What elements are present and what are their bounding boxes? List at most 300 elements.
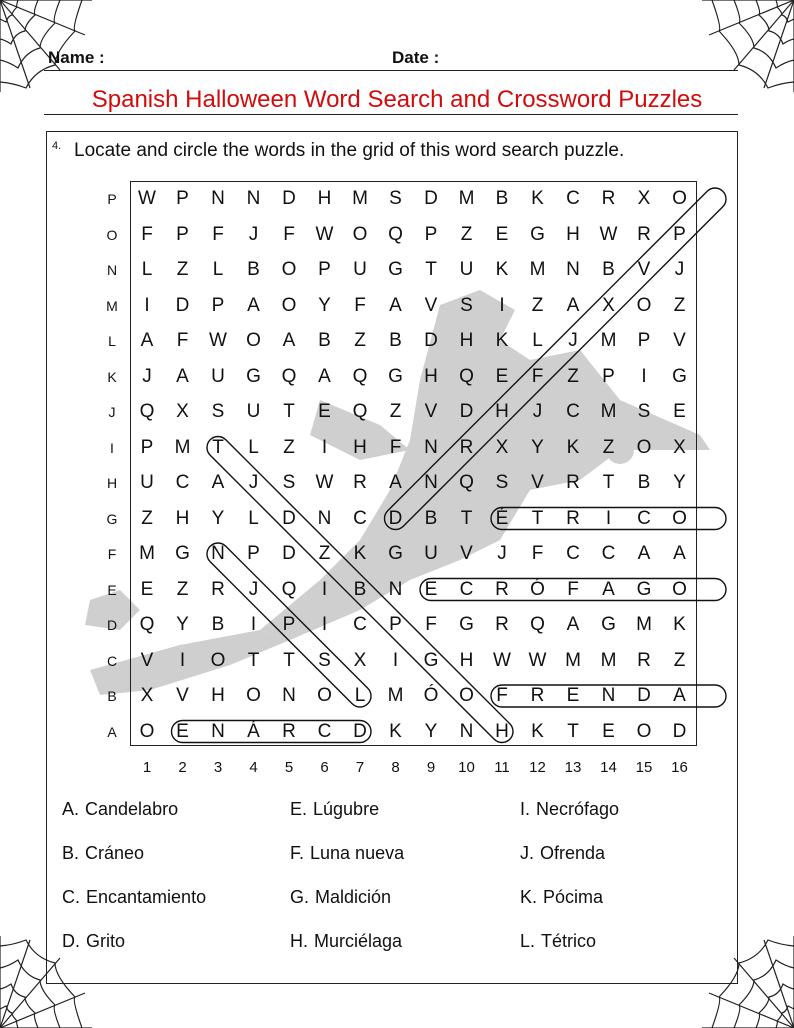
grid-letter[interactable]: Q xyxy=(281,365,297,387)
instruction-text: Locate and circle the words in the grid of this word search puzzle. xyxy=(74,140,625,161)
grid-letter[interactable]: L xyxy=(248,507,259,529)
grid-letter[interactable]: P xyxy=(247,543,260,564)
grid-letter[interactable]: I xyxy=(321,578,328,600)
grid-letter[interactable]: M xyxy=(139,543,155,564)
grid-letter[interactable]: K xyxy=(353,543,367,564)
row-label: L xyxy=(108,333,116,349)
grid-letter[interactable]: R xyxy=(495,614,509,635)
grid-letter[interactable]: Q xyxy=(139,401,155,422)
grid-letter[interactable]: Á xyxy=(247,720,260,742)
clue-letter: E. xyxy=(290,799,308,819)
grid-letter[interactable]: I xyxy=(605,507,612,529)
grid-letter[interactable]: B xyxy=(247,259,260,280)
column-label: 6 xyxy=(320,759,329,776)
grid-letter[interactable]: E xyxy=(495,365,509,387)
grid-letter[interactable]: Y xyxy=(531,436,544,458)
grid-letter[interactable]: A xyxy=(318,365,331,387)
grid-letter[interactable]: Z xyxy=(176,578,189,600)
grid-letter[interactable]: E xyxy=(176,720,189,742)
grid-letter[interactable]: N xyxy=(601,685,616,706)
grid-letter[interactable]: B xyxy=(602,259,615,280)
grid-letter[interactable]: O xyxy=(636,294,652,316)
grid-letter[interactable]: E xyxy=(318,401,331,422)
grid-letter[interactable]: H xyxy=(495,720,509,742)
grid-letter[interactable]: W xyxy=(315,223,334,245)
grid-letter[interactable]: L xyxy=(141,259,153,280)
grid-letter[interactable]: K xyxy=(531,720,544,742)
grid-letter[interactable]: C xyxy=(601,543,616,564)
grid-letter[interactable]: N xyxy=(246,188,261,209)
clue-item xyxy=(290,843,404,864)
clue-item xyxy=(520,931,596,952)
grid-letter[interactable]: N xyxy=(388,578,403,600)
column-label: 7 xyxy=(355,759,365,776)
grid-letter[interactable]: G xyxy=(601,614,616,635)
clue-word: Murciélaga xyxy=(314,931,403,951)
grid-letter[interactable]: N xyxy=(282,685,296,706)
grid-letter[interactable]: P xyxy=(211,294,225,316)
grid-letter[interactable]: G xyxy=(459,614,474,635)
grid-letter[interactable]: K xyxy=(495,259,509,280)
clue-item xyxy=(520,799,619,820)
grid-letter[interactable]: R xyxy=(459,436,474,458)
grid-letter[interactable]: M xyxy=(352,188,368,209)
grid-letter[interactable]: D xyxy=(282,188,296,209)
grid-letter[interactable]: Q xyxy=(530,614,545,635)
grid-letter[interactable]: Z xyxy=(176,259,189,280)
grid-letter[interactable]: W xyxy=(493,649,511,671)
clue-word: Candelabro xyxy=(85,799,179,819)
grid-letter[interactable]: S xyxy=(495,472,509,493)
grid-letter[interactable]: L xyxy=(354,685,366,706)
grid-letter[interactable]: F xyxy=(567,578,579,600)
grid-letter[interactable]: T xyxy=(212,436,224,458)
grid-letter[interactable]: J xyxy=(248,472,259,493)
grid-letter[interactable]: T xyxy=(602,472,615,493)
grid-letter[interactable]: E xyxy=(602,720,615,742)
grid-letter[interactable]: U xyxy=(211,365,225,387)
column-label: 2 xyxy=(178,759,187,776)
grid-letter[interactable]: A xyxy=(566,614,580,635)
grid-letter[interactable]: C xyxy=(317,720,332,742)
grid-letter[interactable]: A xyxy=(602,578,615,600)
grid-letter[interactable]: X xyxy=(602,294,615,316)
clue-word: Cráneo xyxy=(85,843,145,863)
grid-letter[interactable]: M xyxy=(600,401,617,422)
grid-letter[interactable]: C xyxy=(175,472,190,493)
grid-letter[interactable]: W xyxy=(528,649,547,671)
grid-letter[interactable]: H xyxy=(424,365,438,387)
grid-letter[interactable]: C xyxy=(353,614,367,635)
row-label: O xyxy=(106,226,118,243)
grid-letter[interactable]: F xyxy=(531,543,544,564)
row-label: F xyxy=(107,546,117,562)
grid-letter[interactable]: T xyxy=(425,259,437,280)
grid-letter[interactable]: A xyxy=(140,330,154,351)
clue-letter: H. xyxy=(290,931,308,951)
grid-letter[interactable]: U xyxy=(140,472,154,493)
grid-letter[interactable]: G xyxy=(423,649,439,671)
clue-word: Tétrico xyxy=(541,931,597,951)
grid-letter[interactable]: P xyxy=(176,188,189,209)
grid-letter[interactable]: O xyxy=(317,685,332,706)
grid-letter[interactable]: G xyxy=(672,365,687,387)
row-label: M xyxy=(106,297,118,314)
grid-letter[interactable]: R xyxy=(637,223,651,245)
grid-letter[interactable]: L xyxy=(212,259,224,280)
grid-letter[interactable]: W xyxy=(138,188,156,209)
grid-letter[interactable]: I xyxy=(392,649,399,671)
grid-letter[interactable]: G xyxy=(388,259,403,280)
grid-letter[interactable]: F xyxy=(212,223,224,245)
grid-letter[interactable]: K xyxy=(495,330,509,351)
grid-letter[interactable]: O xyxy=(352,223,368,245)
grid-letter[interactable]: G xyxy=(530,223,545,245)
grid-letter[interactable]: I xyxy=(250,614,257,635)
grid-letter[interactable]: D xyxy=(424,188,438,209)
grid-letter[interactable]: M xyxy=(387,685,404,706)
grid-letter[interactable]: E xyxy=(566,685,580,706)
grid-letter[interactable]: I xyxy=(321,436,328,458)
grid-letter[interactable]: D xyxy=(637,685,651,706)
grid-letter[interactable]: S xyxy=(637,401,651,422)
grid-letter[interactable]: I xyxy=(321,614,328,635)
grid-letter[interactable]: U xyxy=(424,543,438,564)
grid-letter[interactable]: E xyxy=(424,578,438,600)
grid-letter[interactable]: W xyxy=(315,472,334,493)
grid-letter[interactable]: A xyxy=(282,330,296,351)
column-label: 15 xyxy=(635,759,653,776)
clue-word: Luna nueva xyxy=(310,843,405,863)
grid-letter[interactable]: R xyxy=(566,507,580,529)
grid-letter[interactable]: V xyxy=(460,543,473,564)
grid-letter[interactable]: S xyxy=(460,294,473,316)
grid-letter[interactable]: A xyxy=(673,543,686,564)
grid-letter[interactable]: A xyxy=(673,685,686,706)
grid-letter[interactable]: O xyxy=(672,507,687,529)
grid-letter[interactable]: M xyxy=(636,614,652,635)
grid-letter[interactable]: Q xyxy=(352,401,368,422)
grid-letter[interactable]: I xyxy=(499,294,505,316)
grid-letter[interactable]: Y xyxy=(176,614,189,635)
grid-letter[interactable]: H xyxy=(459,330,474,351)
grid-letter[interactable]: M xyxy=(565,649,581,671)
grid-letter[interactable]: T xyxy=(283,401,295,422)
grid-letter[interactable]: Ó xyxy=(423,685,439,706)
grid-letter[interactable]: X xyxy=(495,436,509,458)
grid-letter[interactable]: R xyxy=(601,188,616,209)
grid-letter[interactable]: F xyxy=(141,223,153,245)
column-label: 1 xyxy=(142,759,152,776)
grid-letter[interactable]: P xyxy=(389,614,402,635)
grid-letter[interactable]: P xyxy=(637,330,651,351)
grid-letter[interactable]: C xyxy=(637,507,651,529)
header-underline xyxy=(44,70,738,71)
grid-letter[interactable]: O xyxy=(672,578,687,600)
grid-letter[interactable]: M xyxy=(600,649,617,671)
grid-letter[interactable]: J xyxy=(248,223,259,245)
grid-letter[interactable]: N xyxy=(317,507,332,529)
grid-letter[interactable]: D xyxy=(388,507,403,529)
grid-letter[interactable]: S xyxy=(211,401,225,422)
grid-letter[interactable]: U xyxy=(459,259,474,280)
grid-letter[interactable]: J xyxy=(568,330,578,351)
grid-letter[interactable]: H xyxy=(566,223,580,245)
clue-item xyxy=(290,799,379,820)
spider-web-icon-top-right xyxy=(702,0,794,92)
grid-letter[interactable]: T xyxy=(283,649,295,671)
grid-letter[interactable]: W xyxy=(209,330,227,351)
grid-letter[interactable]: O xyxy=(459,685,474,706)
grid-letter[interactable]: Y xyxy=(211,507,225,529)
grid-letter[interactable]: B xyxy=(637,472,651,493)
grid-letter[interactable]: R xyxy=(637,649,651,671)
grid-letter[interactable]: H xyxy=(175,507,190,529)
grid-letter[interactable]: V xyxy=(531,472,544,493)
grid-letter[interactable]: K xyxy=(673,614,686,635)
column-label: 14 xyxy=(600,759,617,776)
grid-letter[interactable]: J xyxy=(674,259,685,280)
grid-letter[interactable]: Y xyxy=(318,294,331,316)
grid-letter[interactable]: E xyxy=(140,578,154,600)
grid-letter[interactable]: K xyxy=(531,188,544,209)
grid-letter[interactable]: S xyxy=(389,188,402,209)
grid-letter[interactable]: É xyxy=(495,507,509,529)
grid-letter[interactable]: H xyxy=(459,649,474,671)
clue-item xyxy=(62,931,125,952)
grid-letter[interactable]: C xyxy=(459,578,474,600)
grid-letter[interactable]: I xyxy=(641,365,647,387)
grid-letter[interactable]: F xyxy=(176,330,189,351)
grid-letter[interactable]: D xyxy=(424,330,438,351)
grid-letter[interactable]: X xyxy=(637,188,651,209)
grid-letter[interactable]: B xyxy=(495,188,509,209)
grid-letter[interactable]: G xyxy=(388,365,403,387)
grid-letter[interactable]: J xyxy=(142,365,152,387)
grid-letter[interactable]: O xyxy=(636,436,652,458)
grid-letter[interactable]: D xyxy=(353,720,367,742)
grid-letter[interactable]: D xyxy=(672,720,687,742)
grid-letter[interactable]: B xyxy=(318,330,331,351)
grid-letter[interactable]: I xyxy=(144,294,150,316)
grid-letter[interactable]: A xyxy=(247,294,260,316)
grid-letter[interactable]: X xyxy=(140,685,154,706)
grid-letter[interactable]: J xyxy=(248,578,259,600)
grid-letter[interactable]: F xyxy=(283,223,295,245)
clue-letter: F. xyxy=(290,843,305,863)
grid-letter[interactable]: Y xyxy=(673,472,686,493)
grid-letter[interactable]: G xyxy=(388,543,403,564)
grid-letter[interactable]: A xyxy=(637,543,651,564)
grid-letter[interactable]: V xyxy=(176,685,189,706)
grid-letter[interactable]: T xyxy=(460,507,473,529)
grid-letter[interactable]: R xyxy=(282,720,296,742)
grid-letter[interactable]: T xyxy=(567,720,579,742)
grid-letter[interactable]: C xyxy=(566,188,580,209)
row-label: G xyxy=(106,510,118,527)
grid-letter[interactable]: Z xyxy=(567,365,579,387)
grid-letter[interactable]: J xyxy=(497,543,507,564)
grid-letter[interactable]: E xyxy=(495,223,509,245)
grid-letter[interactable]: Q xyxy=(388,223,403,245)
grid-letter[interactable]: V xyxy=(673,330,686,351)
grid-letter[interactable]: Q xyxy=(281,578,297,600)
grid-letter[interactable]: B xyxy=(424,507,438,529)
grid-letter[interactable]: A xyxy=(176,365,189,387)
clue-letter: D. xyxy=(62,931,80,951)
grid-letter[interactable]: F xyxy=(354,294,366,316)
grid-letter[interactable]: I xyxy=(179,649,186,671)
grid-letter[interactable]: Q xyxy=(459,472,474,493)
grid-letter[interactable]: M xyxy=(600,330,617,351)
grid-letter[interactable]: B xyxy=(353,578,367,600)
grid-letter[interactable]: C xyxy=(353,507,367,529)
grid-letter[interactable]: F xyxy=(531,365,544,387)
grid-letter[interactable]: N xyxy=(424,472,438,493)
grid-letter[interactable]: Z xyxy=(531,294,544,316)
grid-letter[interactable]: S xyxy=(318,649,331,671)
grid-letter[interactable]: T xyxy=(531,507,544,529)
grid-letter[interactable]: V xyxy=(424,294,438,316)
grid-letter[interactable]: O xyxy=(672,188,687,209)
grid-letter[interactable]: B xyxy=(211,614,225,635)
grid-letter[interactable]: C xyxy=(566,401,580,422)
grid-letter[interactable]: A xyxy=(389,472,402,493)
grid-letter[interactable]: O xyxy=(281,294,297,316)
grid-letter[interactable]: N xyxy=(211,720,225,742)
grid-letter[interactable]: R xyxy=(530,685,545,706)
grid-letter[interactable]: Z xyxy=(602,436,615,458)
row-label: K xyxy=(107,368,117,385)
grid-letter[interactable]: H xyxy=(353,436,367,458)
column-label: 10 xyxy=(458,759,475,776)
grid-letter[interactable]: P xyxy=(318,259,331,280)
grid-letter[interactable]: X xyxy=(673,436,686,458)
grid-letter[interactable]: R xyxy=(353,472,367,493)
grid-letter[interactable]: O xyxy=(139,720,155,742)
grid-letter[interactable]: P xyxy=(282,614,296,635)
grid-letter[interactable]: Z xyxy=(673,294,686,316)
grid-letter[interactable]: G xyxy=(246,365,261,387)
grid-letter[interactable]: P xyxy=(140,436,154,458)
grid-letter[interactable]: C xyxy=(566,543,580,564)
grid-letter[interactable]: G xyxy=(636,578,652,600)
page-title: Spanish Halloween Word Search and Crossword Puzzles xyxy=(91,86,703,113)
grid-letter[interactable]: Q xyxy=(139,614,155,635)
grid-letter[interactable]: Y xyxy=(424,720,438,742)
row-label: H xyxy=(106,475,118,491)
date-label: Date : xyxy=(392,48,440,67)
grid-letter[interactable]: R xyxy=(211,578,225,600)
clue-letter: C. xyxy=(62,887,80,907)
grid-letter[interactable]: Z xyxy=(141,507,153,529)
grid-letter[interactable]: O xyxy=(281,259,297,280)
grid-letter[interactable]: Z xyxy=(354,330,366,351)
grid-letter[interactable]: L xyxy=(248,436,259,458)
clue-letter: A. xyxy=(62,799,80,819)
grid-letter[interactable]: K xyxy=(566,436,580,458)
grid-letter[interactable]: V xyxy=(140,649,154,671)
grid-letter[interactable]: P xyxy=(424,223,438,245)
grid-letter[interactable]: O xyxy=(246,685,261,706)
grid-letter[interactable]: N xyxy=(566,259,580,280)
grid-letter[interactable]: P xyxy=(673,223,686,245)
grid-letter[interactable]: O xyxy=(246,330,261,351)
grid-letter[interactable]: E xyxy=(673,401,686,422)
grid-letter[interactable]: D xyxy=(282,507,296,529)
grid-letter[interactable]: G xyxy=(175,543,190,564)
grid-letter[interactable]: D xyxy=(459,401,474,422)
grid-letter[interactable]: P xyxy=(602,365,615,387)
clue-word: Ofrenda xyxy=(540,843,606,863)
grid-letter[interactable]: F xyxy=(496,685,508,706)
grid-letter[interactable]: L xyxy=(532,330,543,351)
grid-letter[interactable]: V xyxy=(637,259,651,280)
grid-letter[interactable]: Z xyxy=(673,649,686,671)
grid-letter[interactable]: Z xyxy=(389,401,402,422)
grid-letter[interactable]: H xyxy=(317,188,332,209)
grid-letter[interactable]: D xyxy=(175,294,190,316)
grid-letter[interactable]: T xyxy=(247,649,260,671)
grid-letter[interactable]: N xyxy=(211,188,225,209)
column-label: 5 xyxy=(284,759,294,776)
grid-letter[interactable]: V xyxy=(424,401,438,422)
grid-letter[interactable]: N xyxy=(424,436,438,458)
grid-letter[interactable]: O xyxy=(210,649,226,671)
spider-web-icon-top-left xyxy=(0,0,92,92)
grid-letter[interactable]: N xyxy=(211,543,225,564)
row-label: I xyxy=(110,439,114,456)
grid-letter[interactable]: R xyxy=(566,472,580,493)
row-label: P xyxy=(107,191,117,207)
grid-letter[interactable]: D xyxy=(282,543,296,564)
grid-letter[interactable]: J xyxy=(532,401,543,422)
grid-letter[interactable]: P xyxy=(176,223,189,245)
grid-letter[interactable]: H xyxy=(211,685,225,706)
grid-letter[interactable]: Ó xyxy=(530,578,545,600)
grid-letter[interactable]: M xyxy=(529,259,546,280)
grid-letter[interactable]: B xyxy=(389,330,402,351)
grid-letter[interactable]: S xyxy=(282,472,296,493)
grid-letter[interactable]: K xyxy=(389,720,402,742)
grid-letter[interactable]: F xyxy=(389,436,402,458)
grid-letter[interactable]: Z xyxy=(283,436,295,458)
grid-letter[interactable]: W xyxy=(599,223,618,245)
grid-letter[interactable]: Z xyxy=(318,543,331,564)
grid-letter[interactable]: X xyxy=(176,401,189,422)
grid-letter[interactable]: Q xyxy=(352,365,368,387)
grid-letter[interactable]: U xyxy=(353,259,367,280)
grid-letter[interactable]: Z xyxy=(460,223,473,245)
grid-letter[interactable]: O xyxy=(636,720,652,742)
grid-letter[interactable]: A xyxy=(211,472,225,493)
clue-word: Pócima xyxy=(543,887,604,907)
row-label: E xyxy=(107,581,117,598)
grid-letter[interactable]: U xyxy=(246,401,261,422)
grid-letter[interactable]: X xyxy=(353,649,367,671)
grid-letter[interactable]: M xyxy=(174,436,191,458)
grid-letter[interactable]: H xyxy=(495,401,509,422)
grid-letter[interactable]: A xyxy=(389,294,402,316)
grid-letter[interactable]: F xyxy=(425,614,437,635)
grid-letter[interactable]: N xyxy=(459,720,474,742)
grid-letter[interactable]: R xyxy=(495,578,509,600)
row-label: A xyxy=(107,723,117,740)
grid-letter[interactable]: M xyxy=(458,188,475,209)
grid-letter[interactable]: Q xyxy=(459,365,474,387)
grid-letter[interactable]: A xyxy=(566,294,580,316)
row-label: N xyxy=(106,262,118,278)
